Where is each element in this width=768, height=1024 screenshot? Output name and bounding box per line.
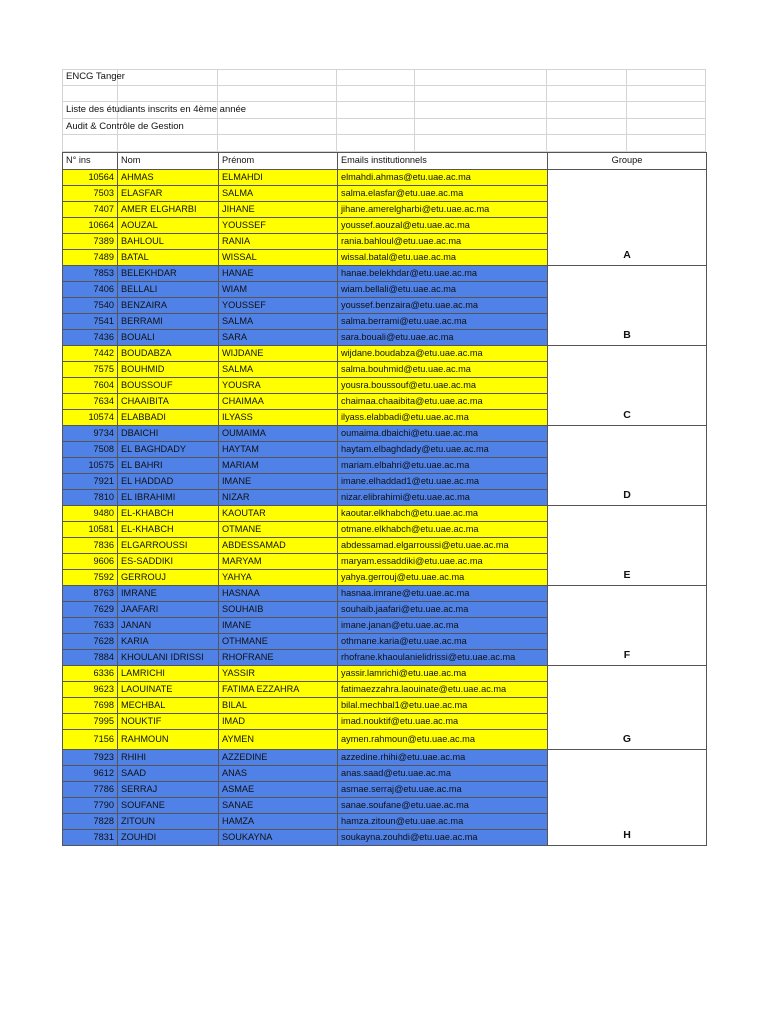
- cell-firstname: BILAL: [219, 697, 338, 713]
- cell-number: 7698: [63, 697, 118, 713]
- cell-number: 7406: [63, 281, 118, 297]
- cell-email: otmane.elkhabch@etu.uae.ac.ma: [338, 521, 548, 537]
- table-row: [63, 265, 707, 281]
- cell-email: elmahdi.ahmas@etu.uae.ac.ma: [338, 169, 548, 185]
- header-row-list-title: [62, 102, 706, 119]
- cell-name: ZITOUN: [118, 813, 219, 829]
- cell-email: souhaib.jaafari@etu.uae.ac.ma: [338, 601, 548, 617]
- cell-name: EL IBRAHIMI: [118, 489, 219, 505]
- cell-number: 10574: [63, 409, 118, 425]
- cell-name: GERROUJ: [118, 569, 219, 585]
- cell-firstname: SOUKAYNA: [219, 829, 338, 845]
- cell-name: JAAFARI: [118, 601, 219, 617]
- cell-name: BELEKHDAR: [118, 265, 219, 281]
- cell-name: KHOULANI IDRISSI: [118, 649, 219, 665]
- group-label: B: [548, 265, 707, 345]
- header-grid-cell: [415, 135, 547, 152]
- cell-number: 7921: [63, 473, 118, 489]
- table-header-row: [63, 152, 707, 169]
- header-grid-cell: [118, 69, 218, 86]
- header-grid-cell: [218, 69, 337, 86]
- group-label: F: [548, 585, 707, 665]
- table-row: [63, 169, 707, 185]
- col-header-firstname: Prénom: [219, 152, 338, 169]
- cell-number: 7836: [63, 537, 118, 553]
- cell-name: BOUALI: [118, 329, 219, 345]
- cell-number: 10581: [63, 521, 118, 537]
- header-row-program: [62, 119, 706, 136]
- cell-name: ELGARROUSSI: [118, 537, 219, 553]
- cell-email: rhofrane.khaoulanielidrissi@etu.uae.ac.ma: [338, 649, 548, 665]
- cell-number: 7503: [63, 185, 118, 201]
- header-grid-cell: [547, 135, 627, 152]
- cell-email: salma.elasfar@etu.uae.ac.ma: [338, 185, 548, 201]
- header-grid-cell: [337, 135, 415, 152]
- cell-number: 7786: [63, 781, 118, 797]
- header-grid-cell: [627, 86, 706, 103]
- cell-number: 7436: [63, 329, 118, 345]
- cell-firstname: RHOFRANE: [219, 649, 338, 665]
- table-row: [63, 665, 707, 681]
- cell-firstname: ILYASS: [219, 409, 338, 425]
- cell-name: BAHLOUL: [118, 233, 219, 249]
- cell-firstname: ANAS: [219, 765, 338, 781]
- cell-email: wissal.batal@etu.uae.ac.ma: [338, 249, 548, 265]
- cell-firstname: IMANE: [219, 473, 338, 489]
- cell-firstname: WIJDANE: [219, 345, 338, 361]
- cell-number: 10564: [63, 169, 118, 185]
- cell-name: EL-KHABCH: [118, 521, 219, 537]
- cell-firstname: WISSAL: [219, 249, 338, 265]
- cell-number: 7389: [63, 233, 118, 249]
- header-grid-cell: [118, 86, 218, 103]
- cell-number: 7541: [63, 313, 118, 329]
- cell-name: ZOUHDI: [118, 829, 219, 845]
- cell-email: youssef.aouzal@etu.uae.ac.ma: [338, 217, 548, 233]
- cell-firstname: SALMA: [219, 313, 338, 329]
- cell-number: 9480: [63, 505, 118, 521]
- header-grid-cell: [337, 69, 415, 86]
- cell-name: ELASFAR: [118, 185, 219, 201]
- cell-firstname: WIAM: [219, 281, 338, 297]
- cell-email: youssef.benzaira@etu.uae.ac.ma: [338, 297, 548, 313]
- cell-email: yassir.lamrichi@etu.uae.ac.ma: [338, 665, 548, 681]
- cell-number: 7634: [63, 393, 118, 409]
- header-grid-cell: [118, 135, 218, 152]
- spreadsheet: [62, 69, 706, 846]
- cell-name: BATAL: [118, 249, 219, 265]
- cell-email: oumaima.dbaichi@etu.uae.ac.ma: [338, 425, 548, 441]
- cell-firstname: AZZEDINE: [219, 749, 338, 765]
- cell-firstname: OTHMANE: [219, 633, 338, 649]
- cell-name: ES-SADDIKI: [118, 553, 219, 569]
- cell-name: SERRAJ: [118, 781, 219, 797]
- cell-name: EL BAGHDADY: [118, 441, 219, 457]
- header-grid-cell: [627, 102, 706, 119]
- cell-firstname: YOUSSEF: [219, 217, 338, 233]
- cell-name: CHAAIBITA: [118, 393, 219, 409]
- cell-name: ELABBADI: [118, 409, 219, 425]
- group-label: C: [548, 345, 707, 425]
- cell-firstname: FATIMA EZZAHRA: [219, 681, 338, 697]
- header-grid-cell: [547, 86, 627, 103]
- cell-number: 9734: [63, 425, 118, 441]
- cell-name: RHIHI: [118, 749, 219, 765]
- cell-email: wijdane.boudabza@etu.uae.ac.ma: [338, 345, 548, 361]
- cell-firstname: KAOUTAR: [219, 505, 338, 521]
- cell-number: 7575: [63, 361, 118, 377]
- cell-name: BOUSSOUF: [118, 377, 219, 393]
- cell-name: EL BAHRI: [118, 457, 219, 473]
- header-grid-cell: [218, 135, 337, 152]
- cell-email: fatimaezzahra.laouinate@etu.uae.ac.ma: [338, 681, 548, 697]
- cell-firstname: YOUSSEF: [219, 297, 338, 313]
- cell-email: salma.bouhmid@etu.uae.ac.ma: [338, 361, 548, 377]
- cell-firstname: ELMAHDI: [219, 169, 338, 185]
- cell-firstname: CHAIMAA: [219, 393, 338, 409]
- header-grid-cell: [62, 135, 118, 152]
- cell-name: NOUKTIF: [118, 713, 219, 729]
- cell-name: BENZAIRA: [118, 297, 219, 313]
- cell-email: yousra.boussouf@etu.uae.ac.ma: [338, 377, 548, 393]
- header-area: [62, 69, 706, 152]
- col-header-name: Nom: [118, 152, 219, 169]
- cell-name: LAMRICHI: [118, 665, 219, 681]
- header-grid-cell: [547, 69, 627, 86]
- cell-number: 7156: [63, 729, 118, 749]
- cell-number: 7407: [63, 201, 118, 217]
- cell-firstname: SANAE: [219, 797, 338, 813]
- header-grid-cell: [62, 86, 118, 103]
- cell-number: 10575: [63, 457, 118, 473]
- cell-number: 7628: [63, 633, 118, 649]
- table-row: [63, 749, 707, 765]
- cell-name: MECHBAL: [118, 697, 219, 713]
- header-grid-cell: [547, 119, 627, 136]
- group-label: A: [548, 169, 707, 265]
- header-grid-cell: [627, 135, 706, 152]
- cell-name: SAAD: [118, 765, 219, 781]
- cell-name: DBAICHI: [118, 425, 219, 441]
- header-grid-cell: [547, 102, 627, 119]
- cell-email: imane.elhaddad1@etu.uae.ac.ma: [338, 473, 548, 489]
- cell-email: bilal.mechbal1@etu.uae.ac.ma: [338, 697, 548, 713]
- cell-email: aymen.rahmoun@etu.uae.ac.ma: [338, 729, 548, 749]
- cell-email: wiam.bellali@etu.uae.ac.ma: [338, 281, 548, 297]
- cell-firstname: HANAE: [219, 265, 338, 281]
- cell-number: 7442: [63, 345, 118, 361]
- cell-firstname: ASMAE: [219, 781, 338, 797]
- cell-name: BOUHMID: [118, 361, 219, 377]
- cell-number: 6336: [63, 665, 118, 681]
- cell-email: kaoutar.elkhabch@etu.uae.ac.ma: [338, 505, 548, 521]
- cell-number: 7508: [63, 441, 118, 457]
- cell-email: mariam.elbahri@etu.uae.ac.ma: [338, 457, 548, 473]
- table-row: [63, 505, 707, 521]
- header-row-empty: [62, 86, 706, 103]
- cell-firstname: SOUHAIB: [219, 601, 338, 617]
- cell-email: rania.bahloul@etu.uae.ac.ma: [338, 233, 548, 249]
- header-grid-cell: [218, 86, 337, 103]
- col-header-group: Groupe: [548, 152, 707, 169]
- col-header-email: Emails institutionnels: [338, 152, 548, 169]
- cell-name: RAHMOUN: [118, 729, 219, 749]
- cell-email: asmae.serraj@etu.uae.ac.ma: [338, 781, 548, 797]
- cell-number: 7790: [63, 797, 118, 813]
- cell-firstname: MARIAM: [219, 457, 338, 473]
- header-row-school: [62, 69, 706, 86]
- school-name: ENCG Tanger: [66, 71, 125, 82]
- cell-email: hamza.zitoun@etu.uae.ac.ma: [338, 813, 548, 829]
- table-row: [63, 425, 707, 441]
- cell-number: 7489: [63, 249, 118, 265]
- cell-number: 9612: [63, 765, 118, 781]
- cell-name: AOUZAL: [118, 217, 219, 233]
- cell-number: 7592: [63, 569, 118, 585]
- cell-number: 7853: [63, 265, 118, 281]
- cell-email: maryam.essaddiki@etu.uae.ac.ma: [338, 553, 548, 569]
- cell-number: 7540: [63, 297, 118, 313]
- cell-firstname: HAYTAM: [219, 441, 338, 457]
- cell-firstname: OTMANE: [219, 521, 338, 537]
- cell-email: chaimaa.chaaibita@etu.uae.ac.ma: [338, 393, 548, 409]
- group-label: H: [548, 749, 707, 845]
- header-grid-cell: [415, 119, 547, 136]
- col-header-number: N° ins: [63, 152, 118, 169]
- group-label: E: [548, 505, 707, 585]
- header-grid-cell: [627, 69, 706, 86]
- cell-name: KARIA: [118, 633, 219, 649]
- header-grid-cell: [415, 86, 547, 103]
- cell-number: 9606: [63, 553, 118, 569]
- cell-firstname: NIZAR: [219, 489, 338, 505]
- cell-firstname: YAHYA: [219, 569, 338, 585]
- cell-firstname: HASNAA: [219, 585, 338, 601]
- cell-name: LAOUINATE: [118, 681, 219, 697]
- table-body: [63, 169, 707, 845]
- cell-number: 10664: [63, 217, 118, 233]
- cell-number: 7810: [63, 489, 118, 505]
- group-label: G: [548, 665, 707, 749]
- cell-number: 7629: [63, 601, 118, 617]
- cell-firstname: SALMA: [219, 185, 338, 201]
- cell-email: soukayna.zouhdi@etu.uae.ac.ma: [338, 829, 548, 845]
- cell-name: EL HADDAD: [118, 473, 219, 489]
- cell-firstname: IMANE: [219, 617, 338, 633]
- cell-firstname: HAMZA: [219, 813, 338, 829]
- header-grid-cell: [337, 86, 415, 103]
- cell-firstname: IMAD: [219, 713, 338, 729]
- cell-number: 7923: [63, 749, 118, 765]
- cell-firstname: SALMA: [219, 361, 338, 377]
- cell-email: nizar.elibrahimi@etu.uae.ac.ma: [338, 489, 548, 505]
- header-grid-cell: [337, 119, 415, 136]
- cell-name: IMRANE: [118, 585, 219, 601]
- cell-name: JANAN: [118, 617, 219, 633]
- cell-number: 7831: [63, 829, 118, 845]
- cell-number: 7995: [63, 713, 118, 729]
- cell-email: hasnaa.imrane@etu.uae.ac.ma: [338, 585, 548, 601]
- group-label: D: [548, 425, 707, 505]
- cell-firstname: OUMAIMA: [219, 425, 338, 441]
- program-name: Audit & Contrôle de Gestion: [66, 120, 184, 132]
- cell-name: AMER ELGHARBI: [118, 201, 219, 217]
- cell-firstname: ABDESSAMAD: [219, 537, 338, 553]
- cell-email: anas.saad@etu.uae.ac.ma: [338, 765, 548, 781]
- cell-firstname: AYMEN: [219, 729, 338, 749]
- cell-name: SOUFANE: [118, 797, 219, 813]
- cell-email: sara.bouali@etu.uae.ac.ma: [338, 329, 548, 345]
- header-row-empty: [62, 135, 706, 152]
- cell-name: BOUDABZA: [118, 345, 219, 361]
- header-grid-cell: [415, 69, 547, 86]
- cell-email: hanae.belekhdar@etu.uae.ac.ma: [338, 265, 548, 281]
- cell-email: imad.nouktif@etu.uae.ac.ma: [338, 713, 548, 729]
- cell-firstname: YASSIR: [219, 665, 338, 681]
- cell-email: ilyass.elabbadi@etu.uae.ac.ma: [338, 409, 548, 425]
- students-table: [62, 152, 707, 846]
- cell-email: salma.berrami@etu.uae.ac.ma: [338, 313, 548, 329]
- cell-firstname: SARA: [219, 329, 338, 345]
- table-row: [63, 345, 707, 361]
- header-grid-cell: [218, 119, 337, 136]
- cell-firstname: YOUSRA: [219, 377, 338, 393]
- cell-name: EL-KHABCH: [118, 505, 219, 521]
- table-row: [63, 585, 707, 601]
- cell-name: BERRAMI: [118, 313, 219, 329]
- header-grid-cell: [415, 102, 547, 119]
- header-grid-cell: [627, 119, 706, 136]
- cell-email: jihane.amerelgharbi@etu.uae.ac.ma: [338, 201, 548, 217]
- cell-number: 9623: [63, 681, 118, 697]
- cell-email: imane.janan@etu.uae.ac.ma: [338, 617, 548, 633]
- cell-number: 8763: [63, 585, 118, 601]
- cell-email: haytam.elbaghdady@etu.uae.ac.ma: [338, 441, 548, 457]
- cell-firstname: MARYAM: [219, 553, 338, 569]
- cell-name: AHMAS: [118, 169, 219, 185]
- cell-firstname: RANIA: [219, 233, 338, 249]
- cell-firstname: JIHANE: [219, 201, 338, 217]
- cell-email: azzedine.rhihi@etu.uae.ac.ma: [338, 749, 548, 765]
- cell-name: BELLALI: [118, 281, 219, 297]
- cell-number: 7884: [63, 649, 118, 665]
- cell-email: yahya.gerrouj@etu.uae.ac.ma: [338, 569, 548, 585]
- cell-number: 7828: [63, 813, 118, 829]
- header-grid-cell: [337, 102, 415, 119]
- cell-email: sanae.soufane@etu.uae.ac.ma: [338, 797, 548, 813]
- cell-email: abdessamad.elgarroussi@etu.uae.ac.ma: [338, 537, 548, 553]
- list-title: Liste des étudiants inscrits en 4ème année: [66, 104, 247, 115]
- cell-number: 7604: [63, 377, 118, 393]
- cell-email: othmane.karia@etu.uae.ac.ma: [338, 633, 548, 649]
- cell-number: 7633: [63, 617, 118, 633]
